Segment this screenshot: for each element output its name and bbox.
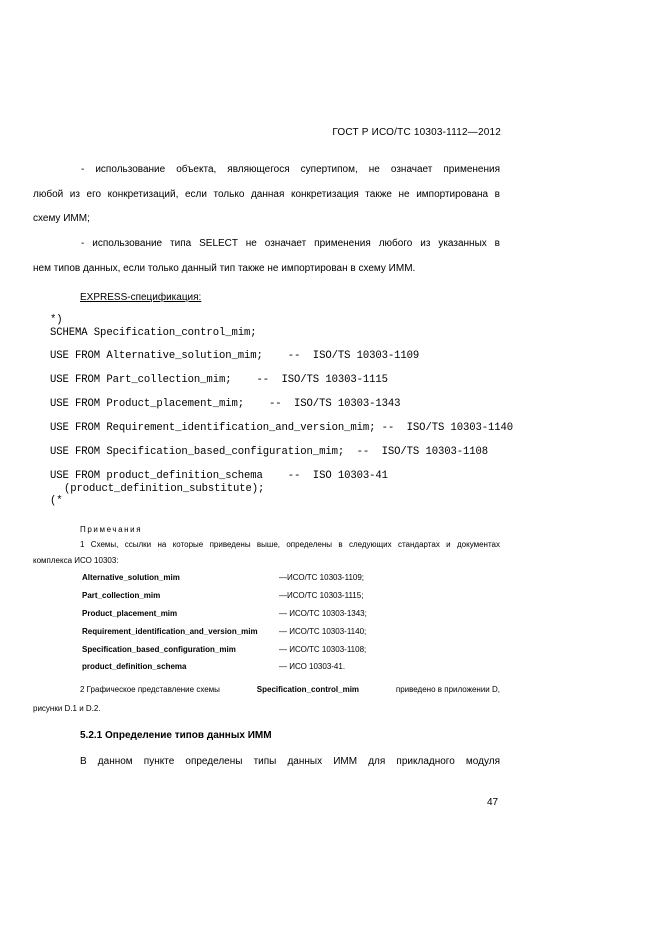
bullet-1-line-1: - использование объекта, являющегося супертипом, не означает применения bbox=[81, 164, 500, 175]
schema-name: Alternative_solution_mim bbox=[82, 573, 180, 582]
code-use-line: USE FROM Alternative_solution_mim; -- ISO/TS 10303-1109 bbox=[50, 350, 420, 362]
notes-title: Примечания bbox=[80, 525, 143, 534]
note-1-line-2: комплекса ИСО 10303: bbox=[33, 556, 119, 565]
code-continuation: (product_definition_substitute); bbox=[64, 483, 265, 495]
note-2-line-2: рисунки D.1 и D.2. bbox=[33, 704, 101, 713]
code-use-line: USE FROM product_definition_schema -- ISO 10303-41 bbox=[50, 470, 388, 482]
code-use-line: USE FROM Part_collection_mim; -- ISO/TS 10303-1115 bbox=[50, 374, 388, 386]
code-use-line: USE FROM Specification_based_configuration_mim; -- ISO/TS 10303-1108 bbox=[50, 446, 489, 458]
document-header: ГОСТ Р ИСО/ТС 10303-1112—2012 bbox=[332, 127, 501, 138]
note-ref-row bbox=[82, 662, 345, 671]
section-paragraph: В данном пункте определены типы данных ИММ для прикладного модуля bbox=[80, 756, 500, 767]
code-use-line: USE FROM Product_placement_mim; -- ISO/TS 10303-1343 bbox=[50, 398, 401, 410]
page-number: 47 bbox=[487, 797, 499, 808]
schema-name: Part_collection_mim bbox=[82, 591, 161, 600]
note-ref-row bbox=[82, 591, 363, 600]
section-heading: 5.2.1 Определение типов данных ИММ bbox=[80, 730, 272, 741]
note-1-line-1: 1 Схемы, ссылки на которые приведены выше, определены в следующих стандартах и документах bbox=[80, 540, 500, 549]
schema-ref: —ИСО/ТС 10303-1109; bbox=[279, 573, 365, 582]
note-ref-row bbox=[82, 645, 366, 654]
schema-ref: — ИСО/ТС 10303-1108; bbox=[279, 645, 367, 654]
bullet-1-line-2: любой из его конкретизаций, если только данная конкретизация также не импортирована в bbox=[33, 189, 500, 200]
note-ref-row bbox=[82, 627, 366, 636]
schema-name: product_definition_schema bbox=[82, 662, 187, 671]
schema-ref: — ИСО 10303-41. bbox=[279, 662, 346, 671]
code-open-comment: *) bbox=[50, 314, 63, 326]
schema-ref: — ИСО/ТС 10303-1343; bbox=[279, 609, 367, 618]
note-ref-row bbox=[82, 609, 367, 618]
bullet-2-line-2: нем типов данных, если только данный тип также не импортирован в схему ИММ. bbox=[33, 263, 416, 274]
schema-name: Requirement_identification_and_version_mim bbox=[82, 627, 258, 636]
code-use-line: USE FROM Requirement_identification_and_version_mim; -- ISO/TS 10303-1140 bbox=[50, 422, 514, 434]
bullet-1-line-3: схему ИММ; bbox=[33, 213, 90, 224]
express-label: EXPRESS-спецификация: bbox=[80, 292, 202, 303]
note-2-suffix: приведено в приложении D, bbox=[395, 685, 500, 694]
schema-ref: — ИСО/ТС 10303-1140; bbox=[279, 627, 367, 636]
code-close-comment: (* bbox=[50, 495, 63, 507]
bullet-2-line-1: - использование типа SELECT не означает применения любого из указанных в bbox=[81, 238, 500, 249]
code-schema-line: SCHEMA Specification_control_mim; bbox=[50, 327, 257, 339]
note-2-prefix: 2 Графическое представление схемы bbox=[80, 685, 220, 694]
note-2-schema-name: Specification_control_mim bbox=[256, 685, 360, 694]
schema-name: Product_placement_mim bbox=[82, 609, 178, 618]
note-2-line-1 bbox=[33, 685, 500, 694]
note-ref-row bbox=[82, 573, 364, 582]
schema-ref: —ИСО/ТС 10303-1115; bbox=[279, 591, 364, 600]
schema-name: Specification_based_configuration_mim bbox=[82, 645, 236, 654]
